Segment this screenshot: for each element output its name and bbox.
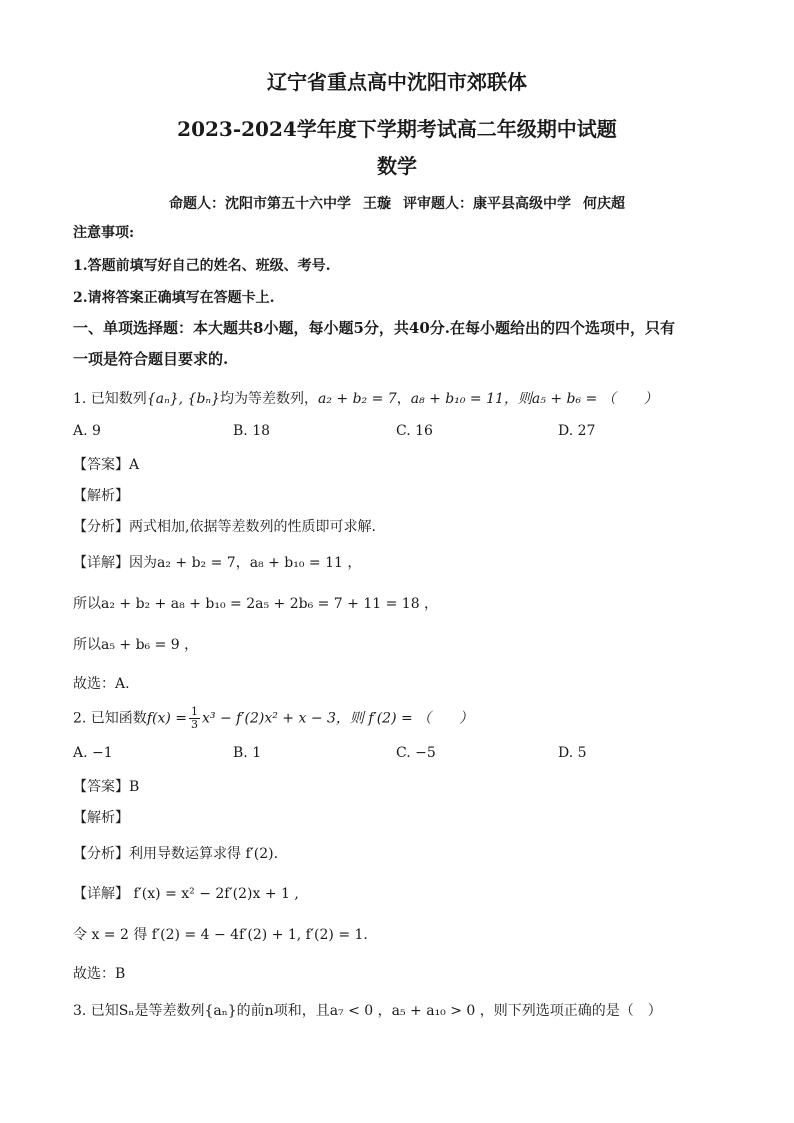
q2-answer: 【答案】B bbox=[73, 779, 140, 795]
school-title: 辽宁省重点高中沈阳市郊联体 bbox=[267, 70, 527, 94]
q2-frac-den: 3 bbox=[191, 718, 198, 731]
q1-option-d: D. 27 bbox=[558, 423, 596, 439]
q1-detail-3: 所以a₅ + b₆ = 9 ， bbox=[73, 637, 199, 653]
q2-option-d: D. 5 bbox=[558, 745, 587, 761]
q2-func-right: x³ − f′(2)x² + x − 3 bbox=[202, 710, 336, 727]
setter-name: 王璇 bbox=[363, 196, 391, 212]
setter-label: 命题人：沈阳市第五十六中学 bbox=[169, 196, 351, 212]
exam-title: 2023-2024学年度下学期考试高二年级期中试题 bbox=[177, 117, 617, 141]
reviewer-label: 评审题人：康平县高级中学 bbox=[403, 196, 571, 212]
q1-answer: 【答案】A bbox=[73, 457, 140, 473]
q2-detail-2: 令 x = 2 得 f′(2) = 4 − 4f′(2) + 1, f′(2) = 1. bbox=[73, 927, 368, 943]
q2-option-b: B. 1 bbox=[233, 745, 262, 761]
q1-sequences: {aₙ}, {bₙ} bbox=[146, 391, 220, 407]
q1-condition-1: a₂ + b₂ = 7 bbox=[318, 391, 397, 407]
q1-prefix: 1. 已知数列 bbox=[73, 391, 147, 407]
question-2 bbox=[73, 706, 473, 731]
section-heading-line-2: 一项是符合题目要求的. bbox=[73, 350, 229, 368]
question-1: 1. 已知数列{aₙ}, {bₙ}均为等差数列，a₂ + b₂ = 7，a₈ + b₁₀ = 11，则a₅ + b₆ = （ ） bbox=[73, 391, 658, 407]
q1-condition-2: a₈ + b₁₀ = 11 bbox=[410, 391, 504, 407]
question-3: 3. 已知Sₙ是等差数列{aₙ}的前n项和，且a₇ < 0 ，a₅ + a₁₀ > 0 ，则下列选项正确的是（ ） bbox=[73, 1003, 662, 1019]
q2-frac-num: 1 bbox=[191, 705, 198, 718]
q2-analysis-tag: 【解析】 bbox=[73, 810, 129, 826]
q2-detail-1: 【详解】 f′(x) = x² − 2f′(2)x + 1 , bbox=[73, 886, 299, 902]
q1-detail-2: 所以a₂ + b₂ + a₈ + b₁₀ = 2a₅ + 2b₆ = 7 + 11 = 18 ， bbox=[73, 596, 439, 612]
reviewer-name: 何庆超 bbox=[583, 196, 625, 212]
notice-heading: 注意事项: bbox=[73, 225, 135, 241]
author-line bbox=[0, 193, 794, 213]
q1-mid: 均为等差数列， bbox=[220, 391, 318, 407]
q2-choice: 故选：B bbox=[73, 966, 126, 982]
q1-option-a: A. 9 bbox=[73, 423, 101, 439]
q1-detail-1: 【详解】因为a₂ + b₂ = 7，a₈ + b₁₀ = 11 ， bbox=[73, 555, 362, 571]
q1-option-c: C. 16 bbox=[396, 423, 433, 439]
section-heading-line-1: 一、单项选择题：本大题共8小题，每小题5分，共40分.在每小题给出的四个选项中，只有 bbox=[73, 319, 675, 337]
notice-item-2: 2.请将答案正确填写在答题卡上. bbox=[73, 290, 275, 306]
q2-fraction bbox=[189, 706, 200, 731]
q2-fenxi: 【分析】利用导数运算求得 f′(2). bbox=[73, 846, 279, 862]
q2-func-left: f(x) = bbox=[146, 710, 187, 727]
q2-prefix: 2. 已知函数 bbox=[73, 710, 147, 727]
subject-title: 数学 bbox=[377, 154, 417, 178]
notice-item-1: 1.答题前填写好自己的姓名、班级、考号. bbox=[73, 258, 331, 274]
q1-fenxi: 【分析】两式相加,依据等差数列的性质即可求解. bbox=[73, 519, 376, 535]
q1-option-b: B. 18 bbox=[233, 423, 271, 439]
q2-option-c: C. −5 bbox=[396, 745, 436, 761]
q2-ask: ，则 f′(2) = （ ） bbox=[335, 710, 474, 727]
q1-ask: ，则a₅ + b₆ = （ ） bbox=[503, 391, 658, 407]
q1-choice: 故选：A. bbox=[73, 676, 130, 692]
q2-option-a: A. −1 bbox=[73, 745, 113, 761]
q1-analysis-tag: 【解析】 bbox=[73, 488, 129, 504]
